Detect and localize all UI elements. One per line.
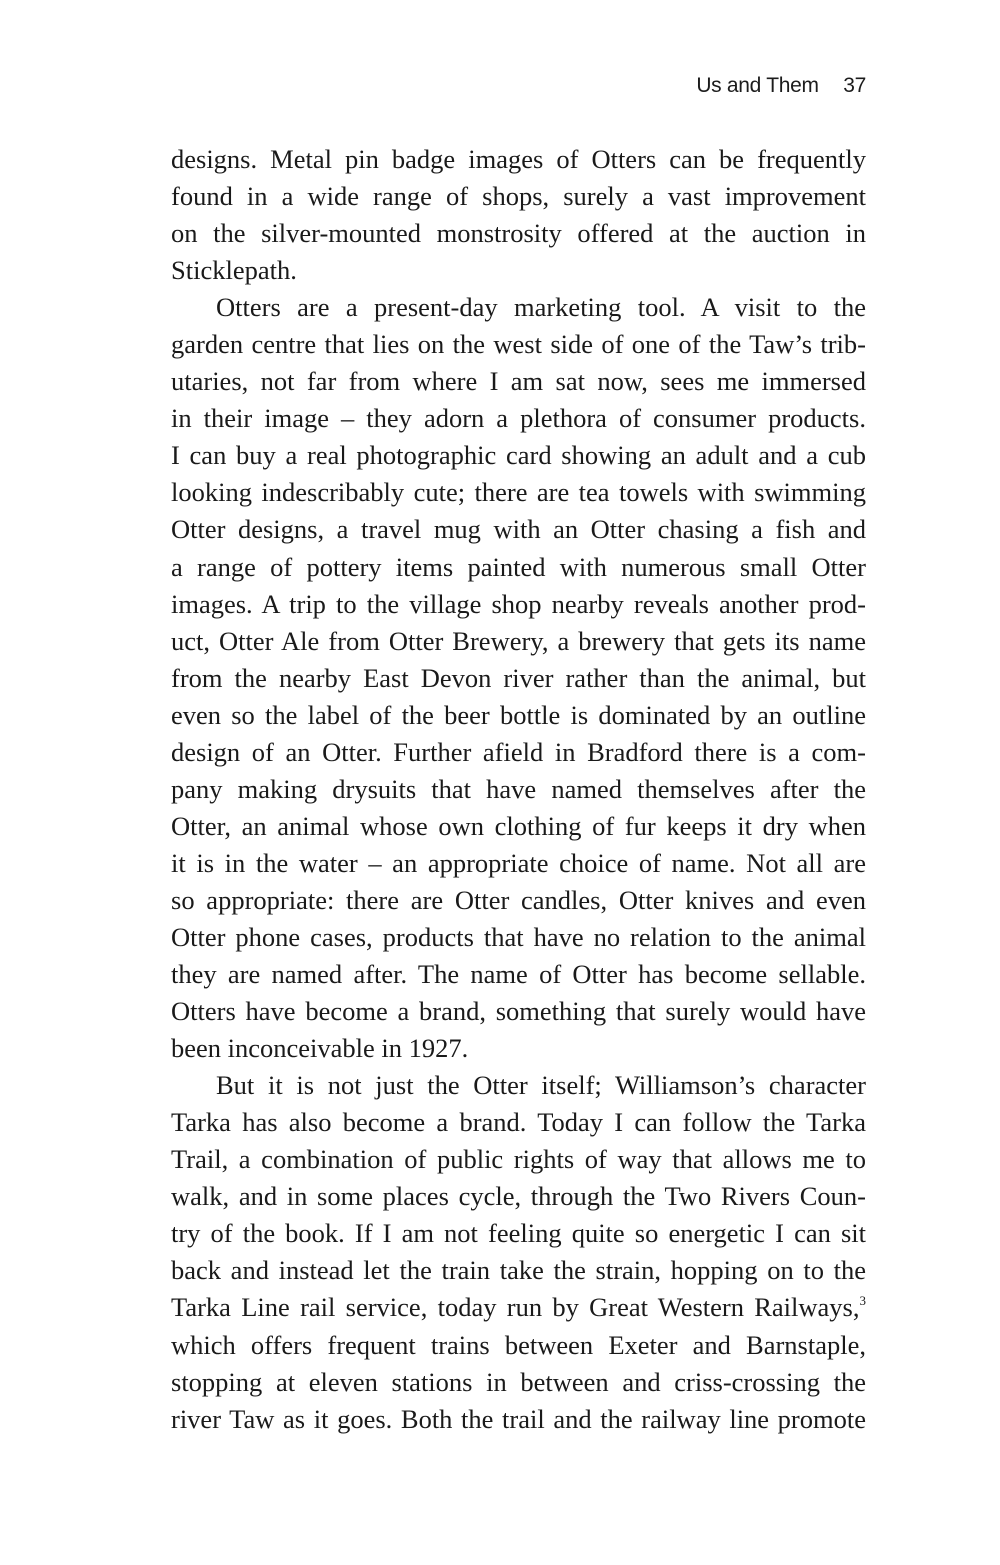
text-line: it is in the water – an appropriate choice of name. Not all are (171, 847, 866, 878)
page-number: 37 (843, 74, 866, 97)
text-line: a range of pottery items painted with numerous small Otter (171, 551, 866, 582)
text-line: pany making drysuits that have named themselves after the (171, 773, 866, 804)
text-line: Otter phone cases, products that have no relation to the animal (171, 921, 866, 952)
paragraph (171, 289, 866, 1067)
text-line: designs. Metal pin badge images of Otters can be frequently (171, 144, 866, 174)
running-head-title: Us and Them (696, 74, 819, 97)
text-line: stopping at eleven stations in between and criss-crossing the (171, 1366, 866, 1397)
text-line: garden centre that lies on the west side of one of the Taw’s trib- (171, 329, 866, 360)
text-line: try of the book. If I am not feeling quite so energetic I can sit (171, 1218, 866, 1249)
running-head (696, 74, 866, 98)
text-line: looking indescribably cute; there are tea towels with swimming (171, 477, 866, 508)
text-line: which offers frequent trains between Exeter and Barnstaple, (171, 1329, 866, 1360)
text-line: utaries, not far from where I am sat now, sees me immersed (171, 366, 866, 397)
text-line: images. A trip to the village shop nearby reveals another prod- (171, 588, 866, 619)
text-line: so appropriate: there are Otter candles, Otter knives and even (171, 884, 866, 915)
text-line: Trail, a combination of public rights of way that allows me to (171, 1144, 866, 1175)
text-line: Otter designs, a travel mug with an Otter chasing a fish and (171, 514, 866, 545)
text-line: on the silver-mounted monstrosity offered at the auction in (171, 218, 866, 249)
text-line-content: Tarka Line rail service, today run by Great Western Railways, (171, 1292, 860, 1323)
text-line: But it is not just the Otter itself; Williamson’s character (216, 1070, 866, 1101)
text-line: from the nearby East Devon river rather than the animal, but (171, 662, 866, 693)
text-line: in their image – they adorn a plethora of consumer products. (171, 403, 866, 434)
text-line: design of an Otter. Further afield in Bradford there is a com- (171, 736, 866, 767)
text-line: Otters have become a brand, something that surely would have (171, 996, 866, 1027)
text-line: I can buy a real photographic card showing an adult and a cub (171, 440, 866, 471)
body-text (171, 141, 866, 1438)
text-line: Sticklepath. (171, 255, 297, 286)
text-line: Tarka has also become a brand. Today I can follow the Tarka (171, 1107, 866, 1138)
footnote-reference[interactable]: 3 (859, 1293, 866, 1309)
text-line: been inconceivable in 1927. (171, 1033, 469, 1064)
text-line: walk, and in some places cycle, through the Two Rivers Coun- (171, 1181, 866, 1212)
text-line (171, 1289, 866, 1326)
text-line: found in a wide range of shops, surely a vast improvement (171, 181, 866, 212)
text-line: Otter, an animal whose own clothing of fur keeps it dry when (171, 810, 866, 841)
text-line: uct, Otter Ale from Otter Brewery, a brewery that gets its name (171, 625, 866, 656)
paragraph (171, 1067, 866, 1437)
text-line: they are named after. The name of Otter has become sellable. (171, 959, 866, 990)
text-line: even so the label of the beer bottle is dominated by an outline (171, 699, 866, 730)
text-line: Otters are a present-day marketing tool. A visit to the (216, 292, 866, 323)
text-line: back and instead let the train take the strain, hopping on to the (171, 1255, 866, 1286)
paragraph (171, 141, 866, 289)
text-line: river Taw as it goes. Both the trail and the railway line promote (171, 1403, 866, 1434)
